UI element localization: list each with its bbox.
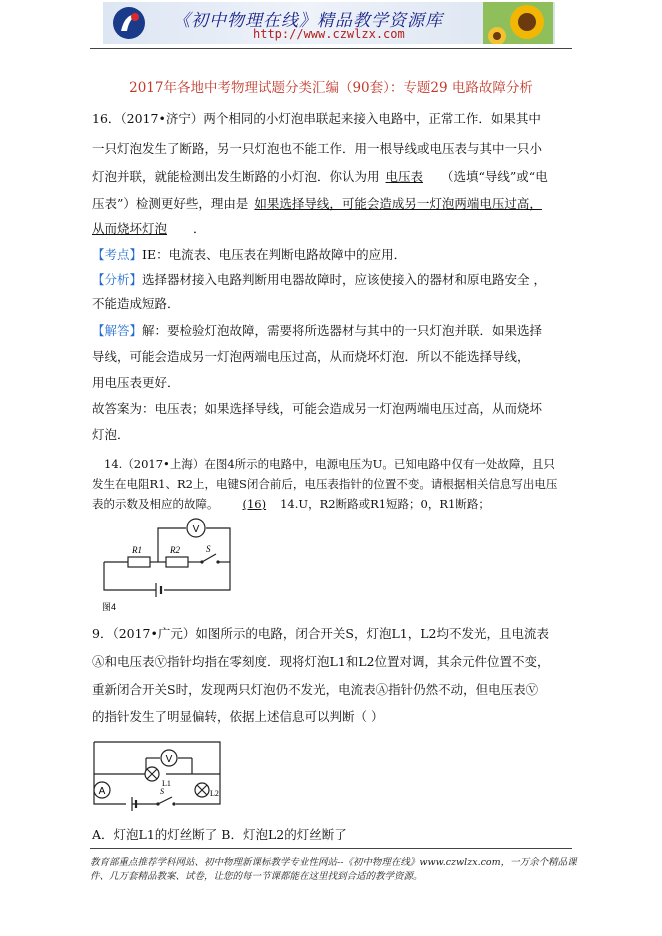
q16-answer-2: 灯泡． <box>92 427 130 442</box>
q16-jieda-3: 用电压表更好． <box>92 375 180 390</box>
kaodian-tag: 【考点】 <box>92 247 143 262</box>
q16-blank-2a: 如果选择导线，可能会造成另一灯泡两端电压过高， <box>254 196 542 211</box>
banner-title: 《初中物理在线》精品教学资源库 <box>173 11 443 31</box>
q9-l1-label: L1 <box>162 779 171 788</box>
q16-fenxi <box>92 273 546 287</box>
sunflower-icon <box>483 2 553 44</box>
q9-ammeter-label: A <box>98 786 106 797</box>
q16-kaodian <box>92 248 406 262</box>
q16-line-4 <box>92 197 542 211</box>
footer-rule <box>90 848 572 849</box>
q9-voltmeter-label: V <box>165 754 173 765</box>
jieda-tag: 【解答】 <box>92 323 143 338</box>
q16-line-2: 一只灯泡发生了断路，另一只灯泡也不能工作．用一根导线或电压表与其中一只小 <box>92 141 543 156</box>
page-footer: 教育部重点推荐学科网站、初中物理新课标教学专业性网站--《初中物理在线》www.czwlzx.com，一万余个精品课件、几万套精品教案、试卷，让您的每一节课都能在这里找到合适的教学资源。 <box>90 857 577 882</box>
q16-line-5 <box>92 222 206 236</box>
q16-line-3-text: 灯泡并联，就能检测出发生断路的小灯泡．你认为用 <box>92 169 380 184</box>
fenxi-tag: 【分析】 <box>92 272 143 287</box>
lamp-logo-icon <box>111 5 147 41</box>
q14-circuit-figure <box>94 508 240 614</box>
q14-blank: (16) <box>242 497 267 511</box>
q14-line-1: 14.（2017•上海）在图4所示的电路中，电源电压为U。已知电路中仅有一处故障，且只 <box>104 457 555 471</box>
q16-line-1: 16．（2017•济宁）两个相同的小灯泡串联起来接入电路中，正常工作．如果其中 <box>92 111 541 126</box>
q14-answer: 14.U，R2断路或R1短路；0，R1断路； <box>280 497 490 511</box>
q9-l2-label: L2 <box>210 789 219 798</box>
header-banner <box>103 2 555 44</box>
q16-line-4-text: 压表”）检测更好些，理由是 <box>92 196 249 211</box>
q9-options: A．灯泡L1的灯丝断了 B．灯泡L2的灯丝断了 <box>92 827 347 842</box>
q9-line-4: 的指针发生了明显偏转，依据上述信息可以判断（ ） <box>92 709 384 724</box>
q14-line-2: 发生在电阻R1、R2上，电键S闭合前后，电压表指针的位置不变。请根据相关信息写出电压 <box>92 477 558 491</box>
header-rule <box>90 48 572 49</box>
q16-answer-1: 故答案为：电压表；如果选择导线，可能会造成另一灯泡两端电压过高，从而烧坏 <box>92 401 543 416</box>
q16-line-3-tail: （选填“导线”或“电 <box>441 169 548 184</box>
q16-line-3 <box>92 170 548 184</box>
q9-switch-label: S <box>160 787 164 796</box>
q14-r2-label: R2 <box>170 545 180 555</box>
fenxi-text-1: 选择器材接入电路判断用电器故障时，应该使接入的器材和原电路安全 ， <box>142 272 546 287</box>
q14-r1-label: R1 <box>132 545 142 555</box>
q16-jieda <box>92 324 542 338</box>
q14-line-3-text: 表的示数及相应的故障。 <box>92 497 219 511</box>
q9-line-2: Ⓐ和电压表Ⓥ指针均指在零刻度．现将灯泡L1和L2位置对调，其余元件位置不变， <box>92 654 550 669</box>
q14-switch-label: S <box>206 544 211 554</box>
q9-line-3: 重新闭合开关S时，发现两只灯泡仍不发光，电流表Ⓐ指针仍然不动，但电压表Ⓥ <box>92 682 539 697</box>
q16-blank-1: 电压表 <box>385 169 424 184</box>
q16-fenxi-2: 不能造成短路． <box>92 296 180 311</box>
kaodian-text: IE：电流表、电压表在判断电路故障中的应用． <box>142 247 407 262</box>
q9-circuit-figure <box>92 734 224 820</box>
q14-voltmeter-label: V <box>192 524 200 535</box>
banner-url[interactable]: http://www.czwlzx.com <box>253 27 405 41</box>
q14-figure-caption: 图4 <box>102 602 117 612</box>
q16-period: ． <box>193 221 206 236</box>
q9-line-1: 9．（2017•广元）如图所示的电路，闭合开关S，灯泡L1，L2均不发光，且电流表 <box>92 626 549 641</box>
q16-blank-2b: 从而烧坏灯泡 <box>92 221 168 236</box>
jieda-text-1: 解：要检验灯泡故障，需要将所选器材与其中的一只灯泡并联．如果选择 <box>142 323 543 338</box>
q16-jieda-2: 导线，可能会造成另一灯泡两端电压过高，从而烧坏灯泡．所以不能选择导线， <box>92 349 530 364</box>
document-title: 2017年各地中考物理试题分类汇编（90套）：专题29 电路故障分析 <box>129 80 533 96</box>
